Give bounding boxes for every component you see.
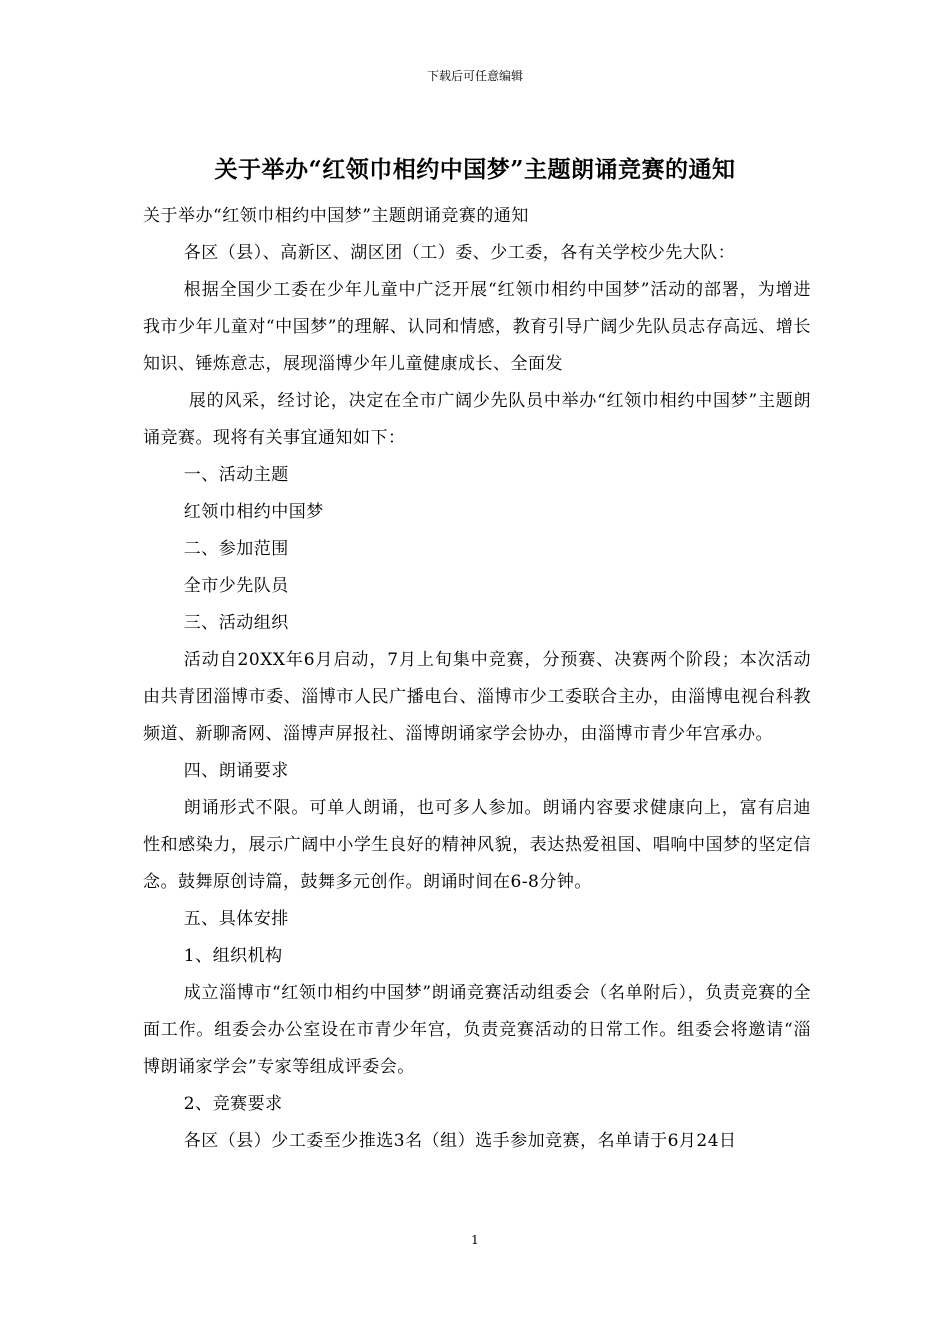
section-heading-requirements: 四、朗诵要求	[183, 761, 289, 781]
subsection-heading-committee: 1、组织机构	[183, 946, 283, 966]
paragraph-organization: 活动自20XX年6月启动，7月上旬集中竞赛，分预赛、决赛两个阶段；本次活动由共青团淄博市委、淄博市人民广播电台、淄博市少工委联合主办，由淄博电视台科教频道、新聊斋网、淄博声屏报社、淄博朗诵家学会协办，由淄博市青少年宫承办。	[143, 650, 811, 744]
paragraph-scope: 全市少先队员	[183, 576, 289, 596]
page-number: 1	[471, 1233, 479, 1247]
paragraph-theme: 红领巾相约中国梦	[183, 502, 324, 522]
paragraph-requirements: 朗诵形式不限。可单人朗诵，也可多人参加。朗诵内容要求健康向上，富有启迪性和感染力，展示广阔中小学生良好的精神风貌，表达热爱祖国、唱响中国梦的坚定信念。鼓舞原创诗篇，鼓舞多元创作。朗诵时间在6-8分钟。	[143, 798, 811, 892]
section-heading-theme: 一、活动主题	[183, 465, 289, 485]
section-heading-arrangements: 五、具体安排	[183, 909, 289, 929]
paragraph-intro-continued: 展的风采，经讨论，决定在全市广阔少先队员中举办“红领巾相约中国梦”主题朗诵竞赛。现将有关事宜通知如下：	[143, 391, 811, 448]
section-heading-scope: 二、参加范围	[183, 539, 289, 559]
paragraph-intro: 根据全国少工委在少年儿童中广泛开展“红领巾相约中国梦”活动的部署，为增进我市少年儿童对“中国梦”的理解、认同和情感，教育引导广阔少先队员志存高远、增长知识、锤炼意志，展现淄博少年儿童健康成长、全面发	[143, 280, 811, 374]
paragraph-contest-rules: 各区（县）少工委至少推选3名（组）选手参加竞赛，名单请于6月24日	[183, 1131, 737, 1151]
paragraph-salutation: 各区（县）、高新区、湖区团（工）委、少工委，各有关学校少先大队：	[183, 243, 736, 263]
header-note: 下载后可任意编辑	[426, 69, 523, 83]
paragraph-committee: 成立淄博市“红领巾相约中国梦”朗诵竞赛活动组委会（名单附后），负责竞赛的全面工作。组委会办公室设在市青少年宫，负责竞赛活动的日常工作。组委会将邀请“淄博朗诵家学会”专家等组成评委会。	[143, 983, 811, 1077]
section-heading-organization: 三、活动组织	[183, 613, 289, 633]
document-body	[143, 198, 811, 1160]
document-title: 关于举办“红领巾相约中国梦”主题朗诵竞赛的通知	[214, 156, 736, 183]
paragraph-subtitle: 关于举办“红领巾相约中国梦”主题朗诵竞赛的通知	[143, 206, 529, 226]
subsection-heading-contest-rules: 2、竞赛要求	[183, 1094, 283, 1114]
